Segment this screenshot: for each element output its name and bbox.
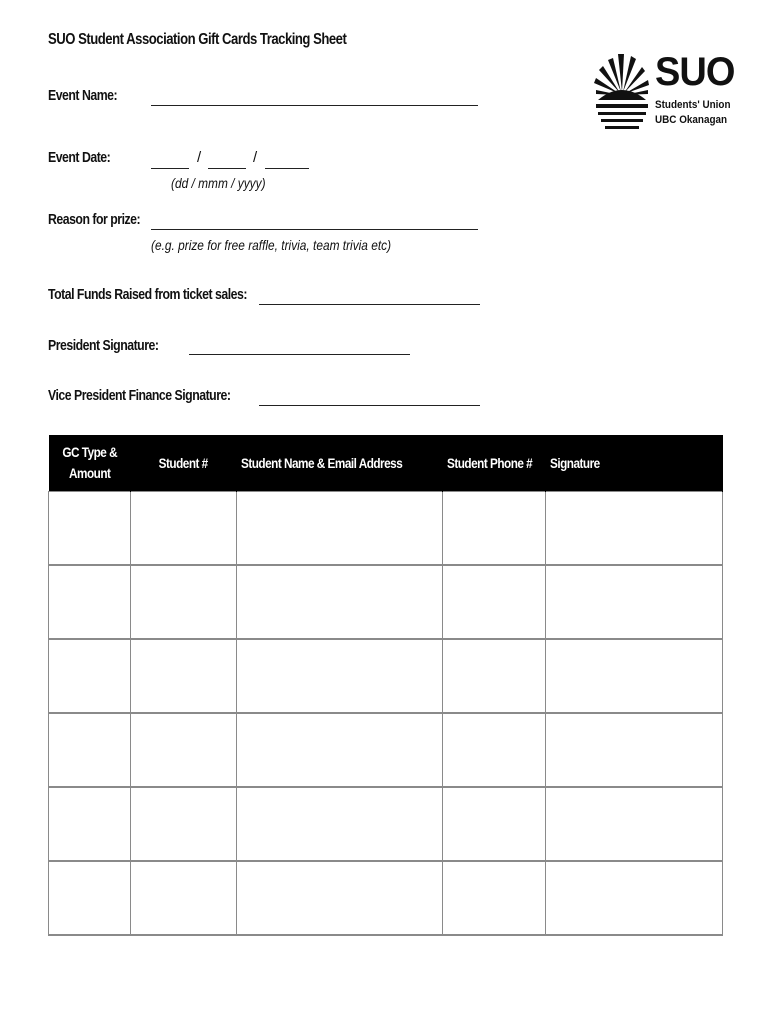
total-funds-label: Total Funds Raised from ticket sales:	[48, 286, 247, 303]
document-title: SUO Student Association Gift Cards Tracking Sheet	[48, 31, 347, 48]
header-signature: Signature	[546, 435, 723, 492]
table-row	[49, 565, 723, 639]
table-cell[interactable]	[237, 565, 443, 639]
date-format-hint: (dd / mmm / yyyy)	[171, 175, 266, 191]
table-cell[interactable]	[131, 713, 237, 787]
table-cell[interactable]	[49, 713, 131, 787]
table-cell[interactable]	[546, 861, 723, 935]
table-row	[49, 639, 723, 713]
table-cell[interactable]	[49, 861, 131, 935]
table-cell[interactable]	[443, 565, 546, 639]
event-name-label: Event Name:	[48, 87, 118, 104]
header-gc-type-amount: GC Type & Amount	[49, 435, 131, 492]
total-funds-field[interactable]	[259, 304, 480, 305]
table-cell[interactable]	[237, 639, 443, 713]
event-name-field[interactable]	[151, 105, 478, 106]
table-cell[interactable]	[131, 787, 237, 861]
table-cell[interactable]	[49, 492, 131, 566]
header-student-phone: Student Phone #	[443, 435, 546, 492]
table-cell[interactable]	[49, 565, 131, 639]
table-cell[interactable]	[443, 492, 546, 566]
table-cell[interactable]	[546, 565, 723, 639]
vp-finance-signature-label: Vice President Finance Signature:	[48, 387, 231, 404]
reason-field[interactable]	[151, 229, 478, 230]
table-cell[interactable]	[443, 861, 546, 935]
table-cell[interactable]	[237, 492, 443, 566]
table-cell[interactable]	[49, 787, 131, 861]
table-row	[49, 861, 723, 935]
president-signature-field[interactable]	[189, 354, 410, 355]
table-cell[interactable]	[546, 639, 723, 713]
table-header-row	[49, 435, 723, 492]
reason-hint: (e.g. prize for free raffle, trivia, team trivia etc)	[151, 237, 392, 253]
table-cell[interactable]	[49, 639, 131, 713]
date-separator-1: /	[197, 149, 202, 166]
logo-subtitle-union: Students' Union	[655, 99, 731, 111]
table-cell[interactable]	[546, 713, 723, 787]
event-date-year-field[interactable]	[265, 168, 309, 169]
vp-finance-signature-field[interactable]	[259, 405, 480, 406]
table-cell[interactable]	[443, 639, 546, 713]
table-cell[interactable]	[131, 861, 237, 935]
sunburst-logo-icon	[594, 50, 650, 136]
event-date-month-field[interactable]	[208, 168, 246, 169]
header-student-number: Student #	[131, 435, 237, 492]
reason-label: Reason for prize:	[48, 211, 141, 228]
event-date-day-field[interactable]	[151, 168, 189, 169]
date-separator-2: /	[253, 149, 258, 166]
table-cell[interactable]	[131, 565, 237, 639]
header-student-name-email: Student Name & Email Address	[237, 435, 443, 492]
table-cell[interactable]	[131, 639, 237, 713]
table-row	[49, 492, 723, 566]
table-cell[interactable]	[546, 492, 723, 566]
gift-card-tracking-table	[48, 435, 723, 936]
logo-wordmark: SUO	[655, 50, 735, 94]
table-cell[interactable]	[237, 861, 443, 935]
suo-logo	[594, 50, 735, 140]
table-row	[49, 713, 723, 787]
table-cell[interactable]	[443, 787, 546, 861]
table-cell[interactable]	[237, 787, 443, 861]
event-date-label: Event Date:	[48, 149, 111, 166]
table-cell[interactable]	[131, 492, 237, 566]
table-cell[interactable]	[237, 713, 443, 787]
logo-subtitle-campus: UBC Okanagan	[655, 114, 728, 126]
table-cell[interactable]	[546, 787, 723, 861]
table-row	[49, 787, 723, 861]
table-cell[interactable]	[443, 713, 546, 787]
president-signature-label: President Signature:	[48, 337, 159, 354]
